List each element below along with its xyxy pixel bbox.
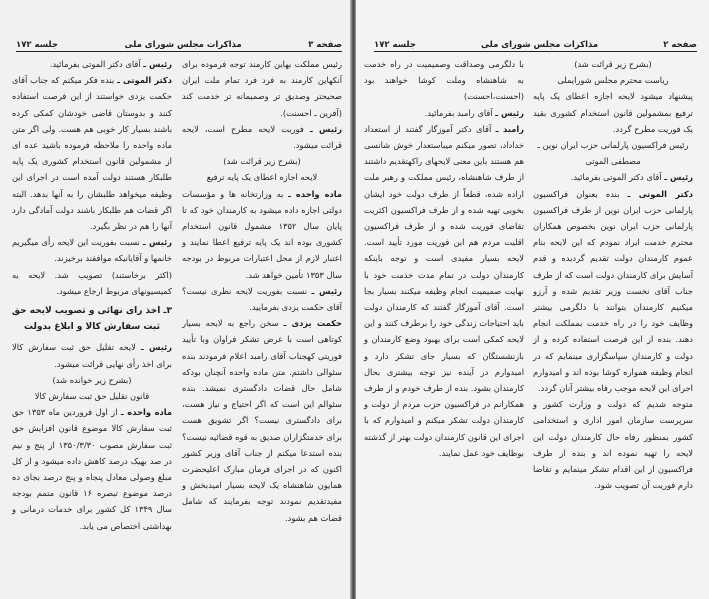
text: نسبت بفوریت لایحه نظری نیست؟ آقای حکمت یزدی بفرمایید.: [182, 285, 342, 313]
speaker-name: ماده واحده ـ: [288, 188, 342, 199]
text: بنده بعنوان فراکسیون پارلمانی حزب ایران نوین از طرف فراکسیون پارلمانی حزب ایران نوین بخصوص همکاران محترم خدمت ایراد نمودم که این لایحه بنام عموم کارمندان دولت تقدیم گردیده و قدم آسایش برای کارمندان دولت است که از طرف جناب آقای نخست وزیر تقدیم شده و آرزو میکنیم کارمندان بتوانند با دلگرمی بیشتر وظایف خود را در راه خدمت بمملکت انجام دهند. بنده از این فرصت استفاده کرده و از دولت و کارمندان سپاسگزاری مینمایم که در انجام وظیفه همواره کوشا بوده اند و امیدوارم اجرای این لایحه موجب رفاه بیشتر آنان گردد.: [533, 188, 693, 394]
text: (بشرح زیر قرائت شد): [223, 156, 301, 167]
text: از اول فروردین ماه ۱۳۵۳ حق ثبت سفارش کالا موضوع قانون افزایش حق ثبت سفارش مصوب ۱۳۵۰/۳/۳۰ از پنج و نیم در صد بهیک درصد کاهش داده میشود و از کل مبلغ وصولی معادل پنجاه و پنج درصد بجای ده درصد موضوع تبصره ۱۶ قانون متمم بودجه سال ۱۳۴۹ کل کشور برای خدمات درمانی و بهداشتی اختصاص می یابد.: [12, 407, 172, 531]
speaker-name: ماده واحده ـ: [120, 407, 172, 418]
text: ریاست محترم مجلس شورایملی: [557, 75, 669, 86]
text: مصطفی الموتی: [585, 156, 641, 167]
paragraph: [182, 56, 342, 121]
page-number: صفحه ۳: [308, 40, 342, 50]
page-3: [0, 0, 352, 599]
speaker-name: دکتر الموتی ـ: [117, 75, 173, 86]
page-header: [16, 36, 342, 52]
page-header: [374, 36, 697, 52]
publication-title: مذاکرات مجلس شورای ملی: [124, 40, 242, 50]
paragraph: [182, 186, 342, 283]
paragraph: [364, 121, 524, 461]
speaker-name: حکمت یزدی ـ: [283, 318, 342, 329]
text: فوریت لایحه مطرح است، لایحه قرائت میشود.: [182, 123, 342, 151]
paragraph: [182, 283, 342, 315]
text: (بشرح زیر خوانده شد): [52, 374, 132, 385]
paragraph: [12, 56, 172, 72]
text: (اکثر برخاستند) تصویب شد. لایحه به کمیسیونهای مربوط ارجاع میشود.: [12, 269, 172, 296]
text: رئیس فراکسیون پارلمانی حزب ایران نوین ـ: [537, 140, 689, 151]
paragraph: [533, 169, 693, 185]
column: [12, 56, 172, 534]
text: (بشرح زیر قرائت شد): [574, 59, 652, 69]
text: آقای رامبد بفرمائید.: [424, 107, 493, 118]
centered-line: [533, 153, 693, 169]
centered-line: [533, 137, 693, 153]
centered-line: [12, 372, 172, 388]
centered-line: [533, 56, 693, 72]
paragraph: [12, 339, 172, 371]
paragraph: [12, 267, 172, 299]
paragraph: [533, 186, 693, 397]
centered-line: [12, 388, 172, 404]
speaker-name: رئیس ـ: [142, 237, 173, 248]
text: قانون تقلیل حق ثبت سفارش کالا: [34, 391, 150, 402]
centered-line: [182, 153, 342, 169]
section-heading: [12, 303, 172, 335]
centered-line: [182, 169, 342, 185]
paragraph: [364, 56, 524, 105]
text: نسبت بفوریت این لایحه رأی میگیریم خانمها و آقایانیکه موافقند برخیزند.: [12, 237, 172, 264]
publication-title: مذاکرات مجلس شورای ملی: [481, 40, 599, 50]
speaker-name: رئیس ـ: [311, 285, 343, 296]
column: [533, 56, 693, 493]
speaker-name: رئیس ـ: [140, 342, 172, 353]
speaker-name: رئیس ـ: [309, 123, 343, 134]
speaker-name: رئیس ـ: [143, 59, 172, 69]
paragraph: [12, 404, 172, 534]
page-number: صفحه ۲: [663, 40, 697, 50]
text: سخن راجع به لایحه بسیار کوتاهی است با عرض تشکر فراوان وبا تأیید فوریتی کهجناب آقای رامبد اعلام فرمودند بنده سئوالی داشتم. متن ماده واحده آنچنان بودکه شامل حال قضات دادگستری نمیشد. بنده سئوالم این است که اگر احتیاج و نیاز هست، برای دادگستری نیست؟ اگر تشویق هست برای خدمتگزاران صدیق به قوه قضائیه نیست؟ بنده استدعا میکنم از جناب آقای وزیر کشور اکنون که در اجرای فرمان مبارک اعلیحضرت همایون شاهنشاه یک لایحه بسیار امیدبخش و مفیدتقدیم نمودند توجه بفرمایند که شامل قضات هم بشود.: [182, 318, 342, 523]
text: پیشنهاد میشود لایحه اجازه اعطای یک پایه ترفیع بمشمولین قانون استخدام کشوری بقید یک فوریت مطرح گردد.: [533, 91, 693, 134]
text: آقای دکتر آموزگار گفتند از استعداد خداداد، تصور میکنم میباستعدار خوش شانسی هم هستند باین معنی لایحهای راکهتقدیم داشتند از طرف شاهنشاه، رئیس مملکت و رهبر ملت اراده شده، قطعاً از طرف دولت خود ایشان بخوبی تهیه شده و از طرف فراکسیون اکثریت تقاضای فوریت شده و از طرف فراکسیون اقلیت مردم هم این فوریت مورد تأیید است. لایحه بسیار مفیدی است و توجه باینکه کارمندان دولت در تمام مدت خدمت خود با نهایت صمیمیت انجام وظیفه میکنند بسیار بجا است. آقای آموزگار گفتند که کارمندان دولت باید احتیاجات زندگی خود را برطرف کنند و این لایحه کمکی است برای بهبود وضع کارمندان و بازنشستگان که بسیار جای تشکر دارد و امیدوارم در آینده نیز توجه بیشتری بحال کارمندان بشود. بنده از طرف خودم و از طرف همکارانم در فراکسیون حزب مردم از دولت و کارمندان دولت تشکر میکنم و امیدوارم که با اجرای این قانون کارمندان دولت بهتر از گذشته بوظایف خود عمل نمایند.: [364, 123, 524, 458]
column: [182, 56, 342, 526]
paragraph: [182, 315, 342, 526]
page-2: [356, 0, 709, 599]
speaker-name: رامبد ـ: [495, 123, 524, 134]
text: لایحه اجازه اعطای یک پایه ترفیع: [206, 172, 318, 183]
paragraph: [12, 72, 172, 234]
text: ۳ـ اخذ رای نهائی و تصویب لایحه حق ثبت سفارش کالا و ابلاغ بدولت: [12, 306, 172, 333]
session-number: جلسه ۱۷۲: [16, 40, 58, 50]
paragraph: [12, 234, 172, 266]
text: بنده فکر میکنم که جناب آقای حکمت یزدی خواستند از این فرصت استفاده کنند و بدوستان قاضی خودشان کمکی کرده باشند بسیار کار خوبی هم هست. ولی اگر متن ماده واحده را ملاحظه فرموده باشید عده ای از مشمولین قانون استخدام کشوری یک پایه طلبکار هستند دولت آمده است در اجرای این وظیفه میخواهد طلبشان را به آنها بدهد. البته اگر قضات هم طلبکار باشند دولت آمادگی دارد آنها را هم در نظر بگیرد.: [12, 75, 172, 232]
paragraph: [182, 121, 342, 153]
paragraph: [533, 396, 693, 493]
text: آقای دکتر الموتی بفرمائید.: [570, 172, 662, 183]
paragraph: [364, 105, 524, 121]
centered-line: [533, 72, 693, 88]
paragraph: [533, 88, 693, 137]
speaker-name: رئیس ـ: [495, 107, 524, 118]
speaker-name: رئیس ـ: [664, 172, 693, 183]
text: لایحه تقلیل حق ثبت سفارش کالا برای اخذ رأی نهایی قرائت میشود.: [12, 342, 172, 369]
text: با دلگرمی وصداقت وصمیمیت در راه خدمت به شاهنشاه وملت کوشا خواهند بود (احسنت،احسنت): [364, 59, 524, 102]
text: به وزارتخانه ها و مؤسسات دولتی اجازه داده میشود به کارمندان خود که تا پایان سال ۱۳۵۲ مشمول قانون استخدام کشوری بوده اند یک پایه ترفیع اعطا نمایند و اعتبار لازم از محل اعتبارات مربوط در بودجه سال ۱۳۵۳ تأمین خواهد شد.: [182, 188, 342, 280]
speaker-name: دکتر الموتی ـ: [627, 188, 693, 199]
text: متوجه شدیم که دولت و وزارت کشور و سرپرست سازمان امور اداری و استخدامی کشور بمنظور رفاه حال کارمندان دولت این لایحه را تهیه نموده اند و بنده از طرف فراکسیون از این اقدام تشکر مینمایم و تقاضا دارم فوریت آن تصویب شود.: [533, 399, 693, 491]
text: رئیس مملکت بهاین کارمند توجه فرموده برای آنکهاین کارمند به فرد فرد تمام ملت ایران صحیحتر وصدیق تر وصمیمانه تر خدمت کند (آفرین ـ احسنت).: [182, 59, 342, 118]
text: آقای دکتر الموتی بفرمائید.: [49, 59, 141, 69]
column: [364, 56, 524, 461]
session-number: جلسه ۱۷۲: [374, 40, 416, 50]
